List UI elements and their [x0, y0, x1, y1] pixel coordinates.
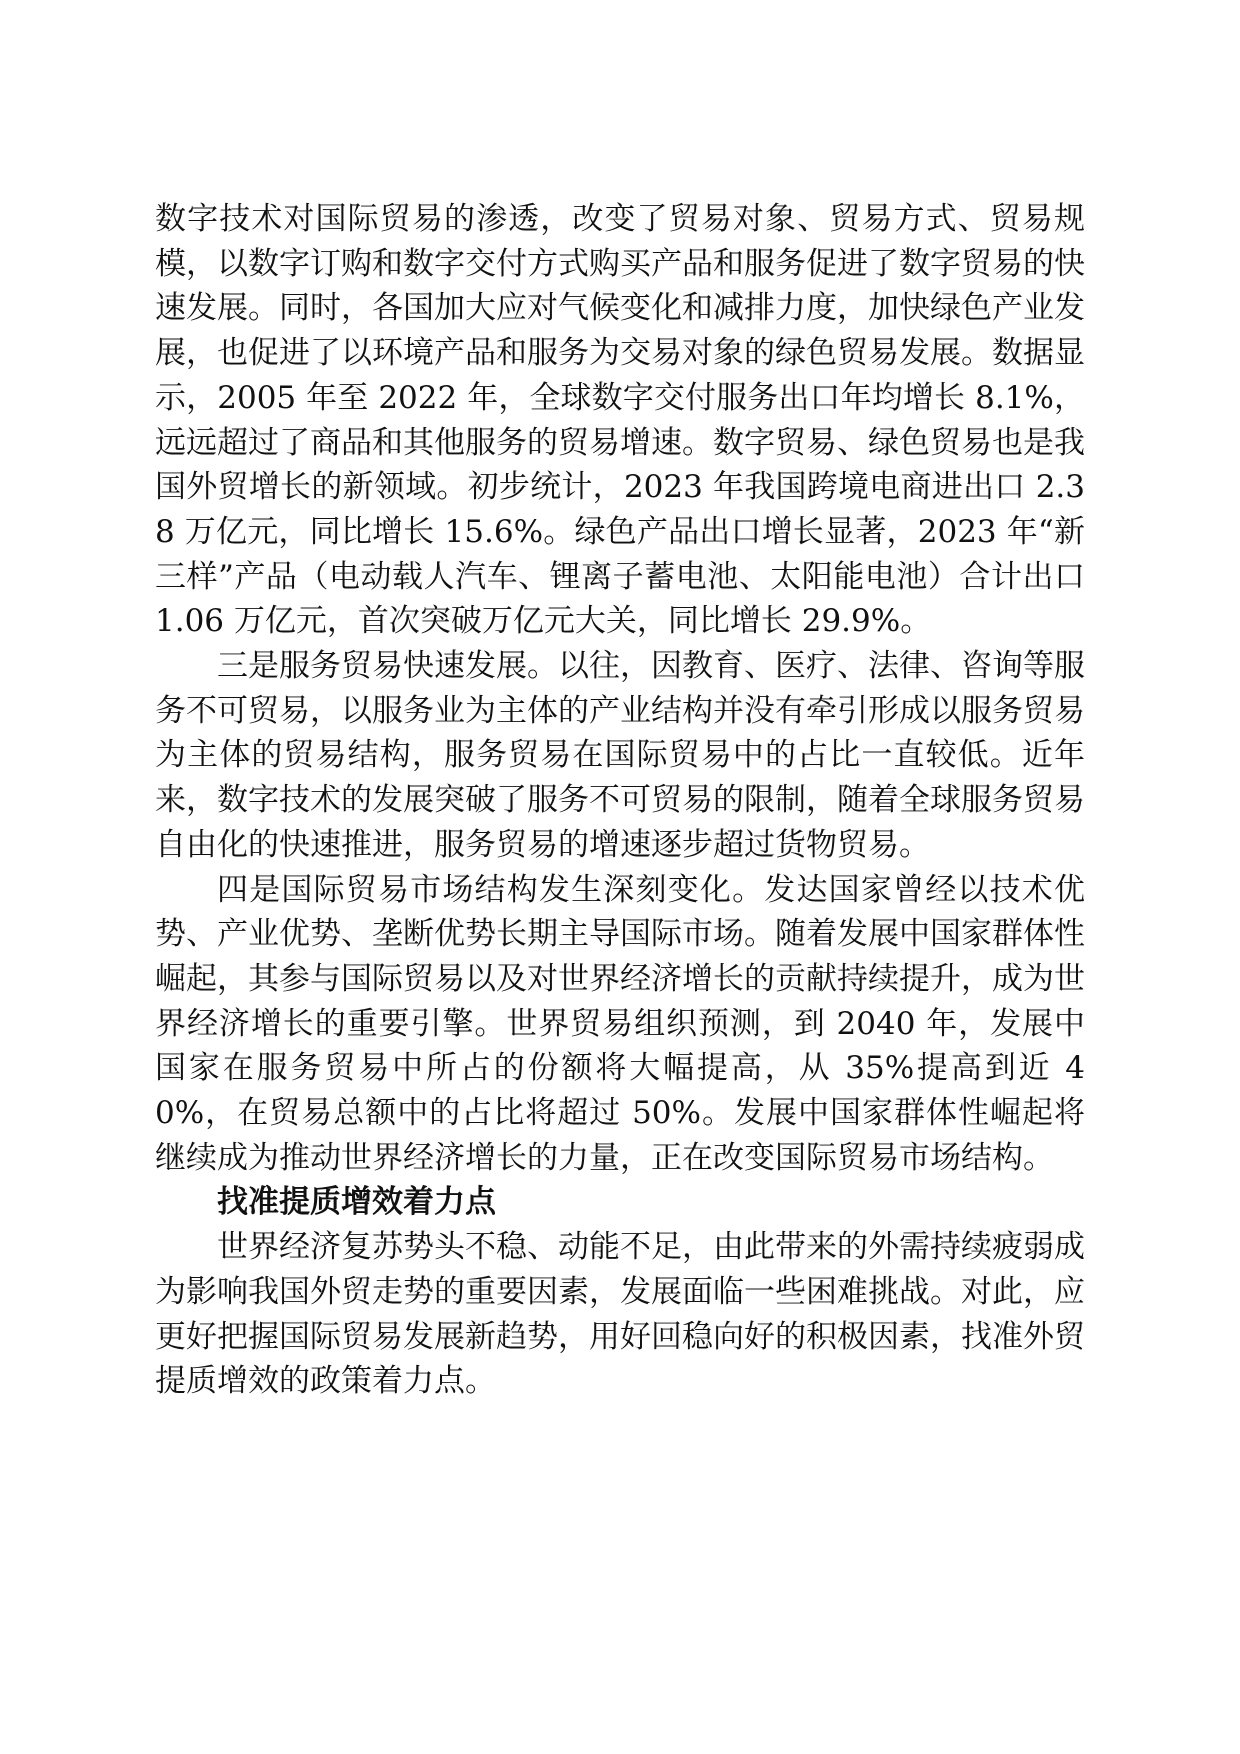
article-body — [155, 197, 1085, 1404]
paragraph-policy-focus: 世界经济复苏势头不稳、动能不足，由此带来的外需持续疲弱成为影响我国外贸走势的重要因素，发展面临一些困难挑战。对此，应更好把握国际贸易发展新趋势，用好回稳向好的积极因素，找准外贸提质增效的政策着力点。 — [155, 1229, 1085, 1400]
paragraph-services-trade: 三是服务贸易快速发展。以往，因教育、医疗、法律、咨询等服务不可贸易，以服务业为主体的产业结构并没有牵引形成以服务贸易为主体的贸易结构，服务贸易在国际贸易中的占比一直较低。近年来，数字技术的发展突破了服务不可贸易的限制，随着全球服务贸易自由化的快速推进，服务贸易的增速逐步超过货物贸易。 — [155, 648, 1085, 863]
paragraph-market-structure: 四是国际贸易市场结构发生深刻变化。发达国家曾经以技术优势、产业优势、垄断优势长期主导国际市场。随着发展中国家群体性崛起，其参与国际贸易以及对世界经济增长的贡献持续提升，成为世界经济增长的重要引擎。世界贸易组织预测，到 2040 年，发展中国家在服务贸易中所占的份额将大幅提高，从 35%提高到近 40%，在贸易总额中的占比将超过 50%。发展中国家群体性崛起将继续成为推动世界经济增长的力量，正在改变国际贸易市场结构。 — [155, 871, 1085, 1176]
paragraph-digital-green-trade: 数字技术对国际贸易的渗透，改变了贸易对象、贸易方式、贸易规模，以数字订购和数字交付方式购买产品和服务促进了数字贸易的快速发展。同时，各国加大应对气候变化和减排力度，加快绿色产业发展，也促进了以环境产品和服务为交易对象的绿色贸易发展。数据显示，2005 年至 2022 年，全球数字交付服务出口年均增长 8.1%，远远超过了商品和其他服务的贸易增速。数字贸易、绿色贸易也是我国外贸增长的新领域。初步统计，2023 年我国跨境电商进出口 2.38 万亿元，同比增长 15.6%。绿色产品出口增长显著，2023 年“新三样”产品（电动载人汽车、锂离子蓄电池、太阳能电池）合计出口 1.06 万亿元，首次突破万亿元大关，同比增长 29.9%。 — [155, 201, 1085, 640]
section-heading: 找准提质增效着力点 — [217, 1184, 496, 1221]
